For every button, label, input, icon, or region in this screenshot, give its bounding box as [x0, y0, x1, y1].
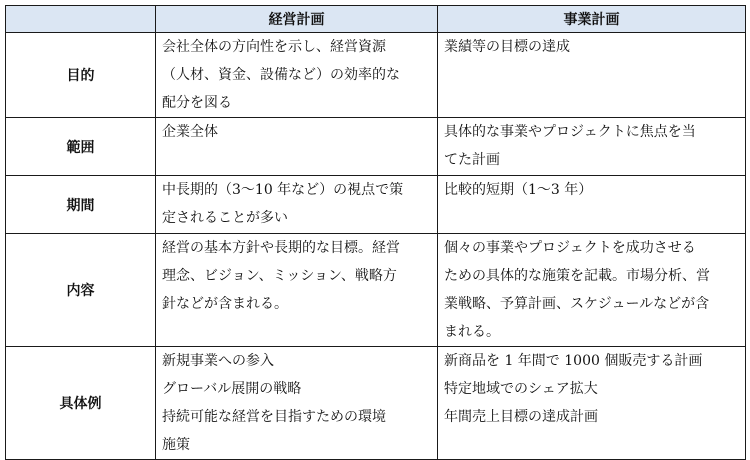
header-management-plan: 経営計画 — [156, 6, 438, 33]
management-cell-examples — [156, 347, 438, 460]
row-label-examples: 具体例 — [6, 347, 156, 460]
cell-text-line: （人材、資金、設備など）の効率的な — [162, 67, 400, 83]
management-cell-scope — [156, 118, 438, 176]
row-label-period: 期間 — [6, 176, 156, 234]
table-row-examples — [6, 347, 746, 460]
cell-text-line: 比較的短期（1～3 年） — [444, 182, 593, 198]
table-row-period — [6, 176, 746, 234]
header-business-plan: 事業計画 — [438, 6, 746, 33]
cell-text-line: 個々の事業やプロジェクトを成功させる — [444, 240, 696, 256]
cell-text-line: 新商品を 1 年間で 1000 個販売する計画 — [444, 353, 703, 369]
cell-text-line: 配分を図る — [162, 95, 232, 111]
cell-text-line: 特定地域でのシェア拡大 — [444, 381, 598, 397]
cell-text-line: 経営の基本方針や長期的な目標。経営 — [162, 240, 400, 256]
cell-text-line: 企業全体 — [162, 124, 218, 140]
business-cell-scope — [438, 118, 746, 176]
cell-text-line: 中長期的（3～10 年など）の視点で策 — [162, 182, 404, 198]
cell-text-line: 会社全体の方向性を示し、経営資源 — [162, 39, 386, 55]
business-cell-content — [438, 234, 746, 347]
table-row-scope — [6, 118, 746, 176]
cell-text-line: 持続可能な経営を目指すための環境 — [162, 409, 386, 425]
management-cell-purpose — [156, 33, 438, 118]
cell-text-line: 業績等の目標の達成 — [444, 39, 570, 55]
business-cell-examples — [438, 347, 746, 460]
management-cell-content — [156, 234, 438, 347]
management-cell-period — [156, 176, 438, 234]
business-cell-purpose — [438, 33, 746, 118]
row-label-scope: 範囲 — [6, 118, 156, 176]
row-label-content: 内容 — [6, 234, 156, 347]
cell-text-line: てた計画 — [444, 152, 500, 168]
cell-text-line: 定されることが多い — [162, 210, 288, 226]
comparison-table — [5, 5, 746, 460]
table-row-content — [6, 234, 746, 347]
cell-text-line: グローバル展開の戦略 — [162, 381, 302, 397]
header-row — [6, 6, 746, 33]
table-row-purpose — [6, 33, 746, 118]
cell-text-line: 針などが含まれる。 — [162, 296, 288, 312]
cell-text-line: 施策 — [162, 437, 190, 453]
row-label-purpose: 目的 — [6, 33, 156, 118]
cell-text-line: 年間売上目標の達成計画 — [444, 409, 598, 425]
cell-text-line: 具体的な事業やプロジェクトに焦点を当 — [444, 124, 696, 140]
cell-text-line: 新規事業への参入 — [162, 353, 274, 369]
header-corner-cell — [6, 6, 156, 33]
cell-text-line: 業戦略、予算計画、スケジュールなどが含 — [444, 296, 710, 312]
business-cell-period — [438, 176, 746, 234]
cell-text-line: 理念、ビジョン、ミッション、戦略方 — [162, 268, 397, 284]
cell-text-line: まれる。 — [444, 324, 500, 340]
cell-text-line: ための具体的な施策を記載。市場分析、営 — [444, 268, 710, 284]
